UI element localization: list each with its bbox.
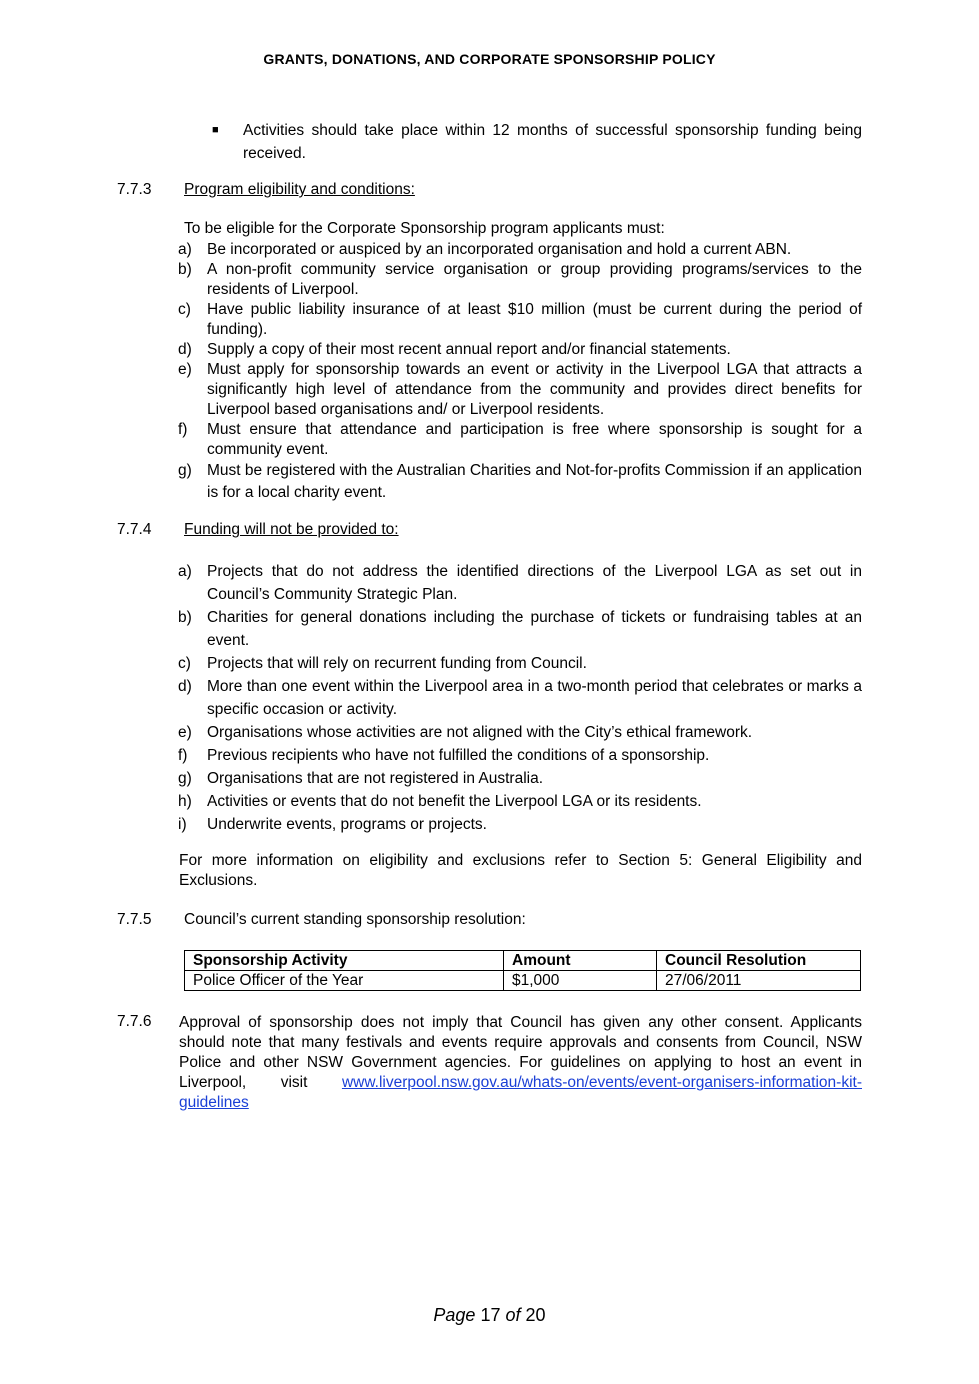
- list-item-text: Supply a copy of their most recent annual report and/or financial statements.: [207, 341, 731, 358]
- list-item-text: Must apply for sponsorship towards an event or activity in the Liverpool LGA that attracts a significantly high level of attendance from the community and provides direct benefits for Liverpool based organisations and/ or Liverpool residents.: [207, 361, 862, 418]
- section-number-774: 7.7.4: [117, 521, 152, 538]
- bullet-item: [212, 119, 862, 165]
- list-item: [178, 675, 862, 721]
- list-item: [178, 721, 862, 744]
- list-item: [178, 652, 862, 675]
- section-title-775: Council’s current standing sponsorship resolution:: [184, 911, 526, 928]
- list-item-label: g): [178, 770, 192, 787]
- list-item-label: h): [178, 793, 192, 810]
- list-item-label: b): [178, 261, 192, 278]
- list-item-text: Previous recipients who have not fulfilled the conditions of a sponsorship.: [207, 747, 710, 764]
- list-item: [178, 240, 862, 260]
- list-item-text: Projects that do not address the identified directions of the Liverpool LGA as set out in Council’s Community Strategic Plan.: [207, 563, 862, 603]
- list-item-label: e): [178, 724, 192, 741]
- approval-text: Approval of sponsorship does not imply that Council has given any other consent. Applicants should note that many festivals and events require approvals and consents from Council, NSW Police and other NSW Government agencies. For guidelines on applying to host an event in Liverpool, visit: [179, 1014, 862, 1091]
- list-item-text: Charities for general donations including the purchase of tickets or fundraising tables at an event.: [207, 609, 862, 649]
- list-item-label: b): [178, 609, 192, 626]
- list-item-label: g): [178, 462, 192, 479]
- list-item-label: a): [178, 241, 192, 258]
- eligibility-intro: To be eligible for the Corporate Sponsorship program applicants must:: [184, 220, 665, 237]
- page-header-title: GRANTS, DONATIONS, AND CORPORATE SPONSORSHIP POLICY: [263, 51, 716, 67]
- list-item-text: Must be registered with the Australian Charities and Not-for-profits Commission if an application is for a local charity event.: [207, 462, 862, 501]
- list-item: [178, 560, 862, 606]
- list-item: [178, 360, 862, 420]
- list-item-label: e): [178, 361, 192, 378]
- exclusions-list: [178, 560, 862, 836]
- list-item-text: More than one event within the Liverpool area in a two-month period that celebrates or marks a specific occasion or activity.: [207, 678, 862, 718]
- list-item-label: d): [178, 678, 192, 695]
- section-title-774: Funding will not be provided to:: [184, 521, 399, 538]
- list-item: [178, 813, 862, 836]
- table-cell: 27/06/2011: [657, 971, 861, 991]
- list-item: [178, 460, 862, 504]
- list-item-text: Underwrite events, programs or projects.: [207, 816, 487, 833]
- section-number-776: 7.7.6: [117, 1013, 152, 1030]
- list-item: [178, 340, 862, 360]
- section-number-773: 7.7.3: [117, 181, 152, 198]
- list-item-label: d): [178, 341, 192, 358]
- exclusions-note: For more information on eligibility and exclusions refer to Section 5: General Eligibility and Exclusions.: [179, 852, 862, 889]
- list-item: [178, 767, 862, 790]
- bullet-text: Activities should take place within 12 months of successful sponsorship funding being received.: [243, 122, 862, 162]
- list-item: [178, 606, 862, 652]
- column-header: Amount: [504, 951, 657, 971]
- column-header: Council Resolution: [657, 951, 861, 971]
- approval-paragraph: [179, 1013, 862, 1113]
- column-header: Sponsorship Activity: [185, 951, 504, 971]
- list-item: [178, 420, 862, 460]
- list-item-text: Activities or events that do not benefit the Liverpool LGA or its residents.: [207, 793, 702, 810]
- table-row: [185, 971, 861, 991]
- list-item: [178, 790, 862, 813]
- list-item-label: f): [178, 421, 188, 438]
- section-title-773: Program eligibility and conditions:: [184, 181, 415, 198]
- list-item-text: Organisations that are not registered in Australia.: [207, 770, 544, 787]
- table-cell: Police Officer of the Year: [185, 971, 504, 991]
- total-pages-number: 20: [525, 1305, 546, 1325]
- list-item-text: Must ensure that attendance and participation is free where sponsorship is sought for a community event.: [207, 421, 862, 458]
- list-item-text: Have public liability insurance of at least $10 million (must be current during the period of funding).: [207, 301, 862, 338]
- of-word: of: [505, 1305, 521, 1325]
- section-number-775: 7.7.5: [117, 911, 152, 928]
- list-item-label: f): [178, 747, 188, 764]
- page-word: Page: [433, 1305, 476, 1325]
- list-item: [178, 744, 862, 767]
- list-item: [178, 300, 862, 340]
- list-item-text: Be incorporated or auspiced by an incorporated organisation and hold a current ABN.: [207, 241, 792, 258]
- table-header-row: [185, 951, 861, 971]
- list-item-text: Projects that will rely on recurrent funding from Council.: [207, 655, 587, 672]
- list-item-label: i): [178, 816, 187, 833]
- page-footer: [0, 1305, 979, 1326]
- table-cell: $1,000: [504, 971, 657, 991]
- list-item-label: c): [178, 301, 191, 318]
- list-item-label: a): [178, 563, 192, 580]
- guidelines-link[interactable]: www.liverpool.nsw.gov.au/whats-on/events/event-organisers-information-kit-guidelines: [179, 1074, 862, 1111]
- sponsorship-table: [184, 950, 861, 991]
- list-item-text: A non-profit community service organisation or group providing programs/services to the residents of Liverpool.: [207, 261, 862, 298]
- list-item-text: Organisations whose activities are not aligned with the City’s ethical framework.: [207, 724, 753, 741]
- list-item: [178, 260, 862, 300]
- current-page-number: 17: [480, 1305, 501, 1325]
- list-item-label: c): [178, 655, 191, 672]
- square-bullet-icon: ■: [212, 124, 219, 136]
- eligibility-list: [178, 240, 862, 504]
